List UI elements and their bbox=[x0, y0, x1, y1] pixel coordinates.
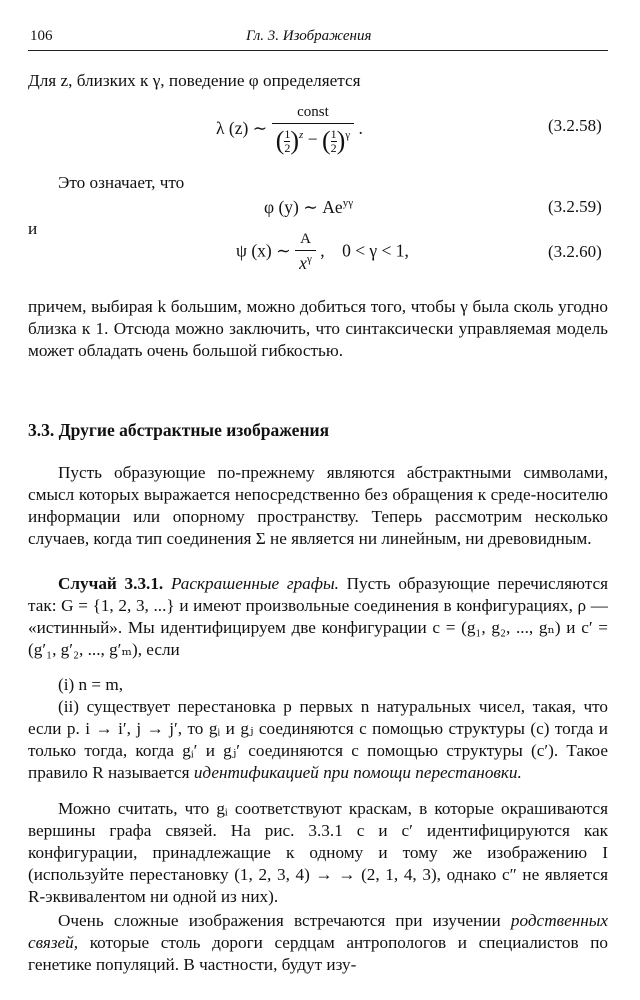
header-rule bbox=[28, 50, 608, 51]
paragraph-colors: Можно считать, что gᵢ соответствуют краскам, в которые окрашиваются вершины графа связей. На рис. 3.3.1 c и c′ идентифицируются как конфигурации, принадлежащие к одному и тому же изображению I (используйте перестановку (1, 2, 3, 4) → → (2, 1, 4, 3), однако c″ не является R-эквивалентом ни одной из них). bbox=[28, 799, 608, 906]
eq60-condition: , 0 < γ < 1, bbox=[320, 240, 409, 261]
paragraph-kinship bbox=[28, 910, 608, 976]
paragraph-intro: Для z, близких к γ, поведение φ определяется bbox=[28, 71, 361, 90]
case-title: Раскрашенные графы. bbox=[170, 574, 339, 593]
case-label: Случай 3.3.1. bbox=[58, 574, 164, 593]
eq58-numerator: const bbox=[297, 104, 329, 120]
eq58-exp-z: z bbox=[299, 129, 304, 142]
eq59-body: φ (y) ∼ Ae bbox=[264, 197, 343, 217]
condition-i: (i) n = m, bbox=[58, 675, 124, 694]
eq58-lhs: λ (z) ∼ bbox=[216, 118, 268, 139]
paragraph-this-means: Это означает, что bbox=[58, 173, 185, 192]
eq58-minus: − bbox=[307, 129, 318, 150]
condition-ii-text: (ii) существует перестановка p первых n натуральных чисел, такая, что если p. i → i′, j → j′, то gᵢ и gⱼ соединяются с помощью структуры (c) тогда и только тогда, когда gᵢ′ и gⱼ′ соединяются с помощью структуры (c′). Такое правило R называется bbox=[28, 697, 608, 782]
eq58-half-den-2: 2 bbox=[330, 140, 337, 155]
equation-number-3-2-59: (3.2.59) bbox=[548, 197, 602, 216]
case-text: Пусть образующие перечисляются так: G = {1, 2, 3, ...} и имеют произвольные соединения в конфигурациях, ρ — «истинный». Мы идентифицируем две конфигурации c = (g₁, g₂, ..., gₙ) и c′ = (g′₁, g′₂, ..., g′ₘ), если bbox=[28, 574, 608, 659]
eq60-denominator bbox=[295, 250, 316, 274]
chapter-title: Гл. 3. Изображения bbox=[246, 28, 372, 44]
eq58-half-den-1: 2 bbox=[284, 140, 291, 155]
eq60-fraction bbox=[295, 231, 316, 274]
kinship-end: которые столь дороги сердцам антропологов и специалистов по генетике популяций. В частности, будут изу- bbox=[28, 933, 608, 974]
paragraph-case-3-3-1 bbox=[28, 573, 608, 661]
equation-number-3-2-60: (3.2.60) bbox=[548, 242, 602, 261]
word-and: и bbox=[28, 219, 38, 238]
condition-ii bbox=[28, 696, 608, 784]
eq58-exp-gamma: γ bbox=[345, 129, 351, 142]
eq60-den-exp: γ bbox=[306, 253, 312, 266]
equation-3-2-59 bbox=[264, 197, 353, 218]
eq60-numerator: A bbox=[300, 231, 311, 247]
equation-number-3-2-58: (3.2.58) bbox=[548, 116, 602, 135]
eq58-tail: . bbox=[358, 118, 363, 139]
paragraph-section-intro: Пусть образующие по-прежнему являются абстрактными символами, смысл которых выражается непосредственно без обращения к среде-носителю информации или опорному пространству. Теперь рассмотрим несколько случаев, когда тип соединения Σ не является ни линейным, ни древовидным. bbox=[28, 463, 608, 548]
condition-ii-italic: идентификацией при помощи перестановки. bbox=[193, 763, 522, 782]
eq58-denominator: ( $\frac{1}{2}$ )$^z$ − ( $\frac{1}{2}$ )$^\gamma$ bbox=[272, 123, 354, 156]
book-page bbox=[28, 0, 608, 1000]
eq60-lhs: ψ (x) ∼ bbox=[236, 240, 291, 261]
page-number: 106 bbox=[30, 28, 53, 44]
eq58-fraction bbox=[272, 104, 354, 156]
equation-3-2-58 bbox=[216, 104, 363, 156]
eq58-half-num-1: 1 bbox=[284, 126, 291, 141]
running-header bbox=[28, 26, 608, 50]
equation-3-2-60 bbox=[236, 231, 409, 274]
section-heading: 3.3. Другие абстрактные изображения bbox=[28, 420, 330, 440]
kinship-italic: родственных связей, bbox=[28, 911, 609, 952]
kinship-start: Очень сложные изображения встречаются при изучении bbox=[58, 911, 501, 930]
eq60-den-x: x bbox=[299, 253, 307, 273]
eq59-exp: yγ bbox=[342, 197, 354, 210]
eq58-half-num-2: 1 bbox=[330, 126, 337, 141]
paragraph-conclusion: причем, выбирая k большим, можно добиться того, чтобы γ была сколь угодно близка к 1. Отсюда можно заключить, что синтаксически управляемая модель может обладать очень большой гибкостью. bbox=[28, 297, 608, 360]
